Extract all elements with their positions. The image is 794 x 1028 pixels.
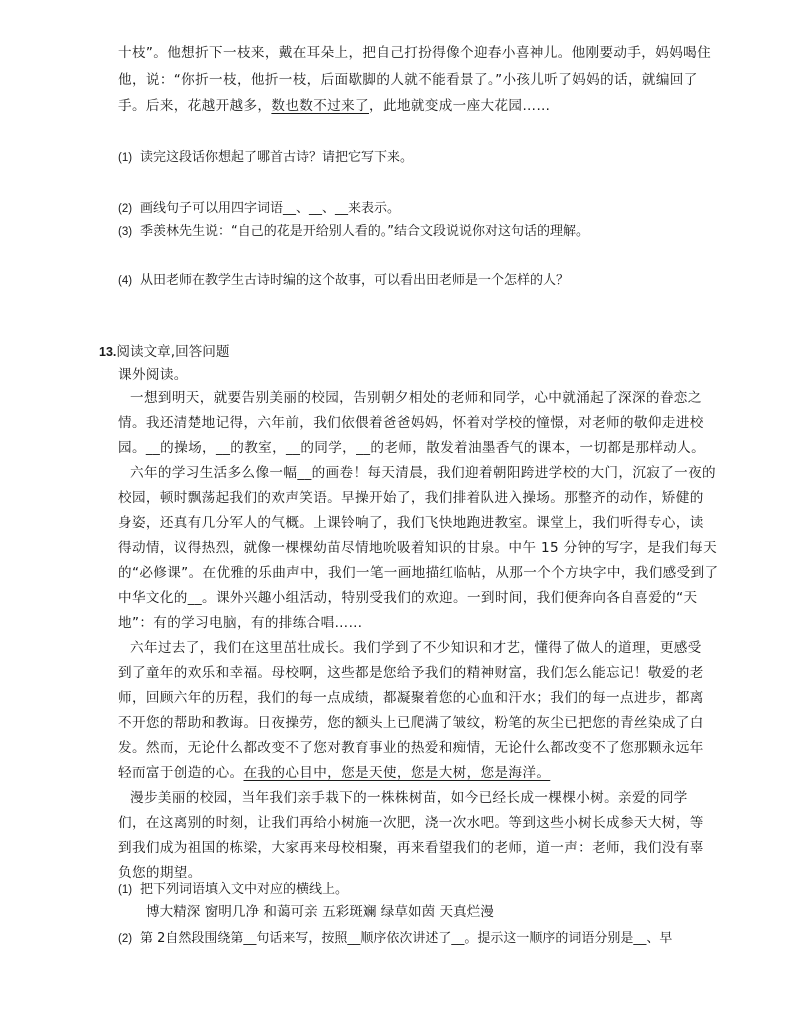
article-line [118,763,718,783]
question-number: (2) [118,933,133,945]
article-line: 六年过去了，我们在这里茁壮成长。我们学到了不少知识和才艺，懂得了做人的道理，更感受 [130,640,702,656]
article-line: 不开您的帮助和教诲。日夜操劳，您的额头上已爬满了皱纹，粉笔的灰尘已把您的青丝染成了白 [118,715,704,731]
question-text: 把下列词语填入文中对应的横线上。 [140,882,349,897]
section-subtitle: 课外阅读。 [118,367,188,383]
article-line: 的“必修课”。在优雅的乐曲声中，我们一笔一画地描红临帖，从那一个个方块字中，我们感受到了 [118,565,719,581]
question-13-2 [118,929,672,949]
question-number: (2) [118,203,133,215]
underlined-sentence: 在我的心目中，您是天使，您是大树，您是海洋。 [243,765,551,781]
article-line: 身姿，还真有几分军人的气概。上课铃响了，我们飞快地跑进教室。课堂上，我们听得专心，读 [118,515,704,531]
question-number: 13. [99,345,117,359]
passage-line: 十枝”。他想折下一枝来，戴在耳朵上，把自己打扮得像个迎春小喜神儿。他刚要动手，妈妈喝住 [118,45,712,61]
article-text: 轻而富于创造的心。 [118,765,244,781]
article-line: 到了童年的欢乐和幸福。母校啊，这些都是您给予我们的精神财富，我们怎么能忘记！敬爱的老 [118,665,704,681]
article-line: 中华文化的__。课外兴趣小组活动，特别受我们的欢迎。一到时间，我们便奔向各自喜爱的“天 [118,590,698,606]
question-text: 第 2自然段围绕第__句话来写，按照__顺序依次讲述了__。提示这一顺序的词语分别是__、早 [140,931,673,946]
article-line: 发。然而，无论什么都改变不了您对教育事业的热爱和痴情，无论什么都改变不了您那颗永远年 [118,740,704,756]
question-13-1 [118,880,348,900]
passage-text: 手。后来，花越开越多， [118,98,272,114]
question-text: 从田老师在教学生古诗时编的这个故事，可以看出田老师是一个怎样的人？ [140,273,570,288]
question-number: (1) [118,884,133,896]
article-line: 漫步美丽的校园，当年我们亲手栽下的一株株树苗，如今已经长成一棵棵小树。亲爱的同学 [130,790,688,806]
article-line: 情。我还清楚地记得，六年前，我们依偎着爸爸妈妈，怀着对学校的憧憬，对老师的敬仰走进校 [118,415,704,431]
article-line: 们，在这离别的时刻，让我们再给小树施一次肥，浇一次水吧。等到这些小树长成参天大树，等 [118,815,704,831]
passage-line: 他，说：“你折一枝，他折一枝，后面歇脚的人就不能看景了。”小孩儿听了妈妈的话，就编回了 [118,72,698,88]
article-line: 到我们成为祖国的栋梁，大家再来母校相聚，再来看望我们的老师，道一声：老师，我们没有辜 [118,840,704,856]
word-bank: 博大精深 窗明几净 和蔼可亲 五彩斑斓 绿草如茵 天真烂漫 [146,904,494,920]
article-line: 园。__的操场，__的教室，__的同学，__的老师，散发着油墨香气的课本，一切都是那样动人。 [118,440,706,456]
article-line: 得动情，议得热烈，就像一棵棵幼苗尽情地吮吸着知识的甘泉。中午 15 分钟的写字，是我们每天 [118,540,718,556]
question-12-3 [118,222,589,242]
question-number: (3) [118,226,133,238]
question-title: 阅读文章,回答问题 [116,344,230,360]
question-12-4 [118,271,569,291]
underlined-sentence: 数也数不过来了 [271,98,369,114]
question-12-1 [118,148,413,168]
article-line: 校园，顿时飘荡起我们的欢声笑语。早操开始了，我们排着队进入操场。那整齐的动作，矫健的 [118,490,704,506]
article-line: 一想到明天，就要告别美丽的校园，告别朝夕相处的老师和同学，心中就涌起了深深的眷恋之 [130,390,702,406]
question-13-title [99,342,229,362]
question-12-2 [118,199,400,219]
article-line: 负您的期望。 [118,865,202,881]
question-text: 读完这段话你想起了哪首古诗？请把它写下来。 [140,150,414,165]
question-text: 季羡林先生说：“自己的花是开给别人看的。”结合文段说说你对这句话的理解。 [140,224,589,239]
question-text: 画线句子可以用四字词语__、__、__来表示。 [140,201,401,216]
question-number: (1) [118,152,133,164]
article-line: 师，回顾六年的历程，我们的每一点成绩，都凝聚着您的心血和汗水；我们的每一点进步，都离 [118,690,704,706]
article-line: 六年的学习生活多么像一幅__的画卷！每天清晨，我们迎着朝阳跨进学校的大门，沉寂了一夜的 [130,465,716,481]
question-number: (4) [118,275,133,287]
passage-text: ，此地就变成一座大花园…… [369,98,551,114]
passage-line [118,96,718,116]
article-line: 地”：有的学习电脑，有的排练合唱…… [118,615,363,631]
